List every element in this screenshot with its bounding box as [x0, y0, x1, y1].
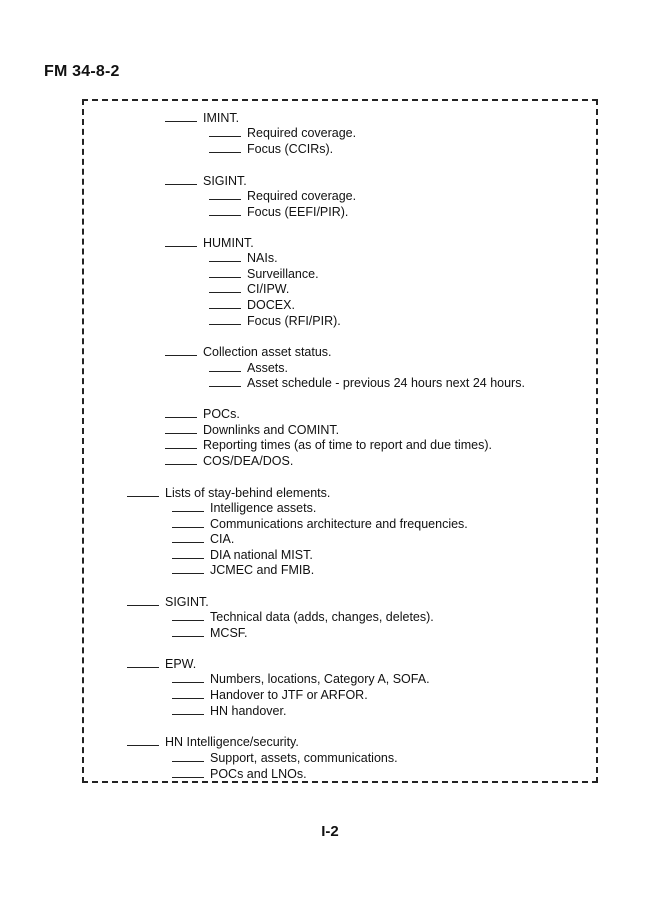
checklist-item — [127, 486, 330, 500]
checklist-item — [209, 251, 278, 265]
checklist-item-label: Numbers, locations, Category A, SOFA. — [210, 672, 430, 686]
checklist-item — [172, 563, 314, 577]
checklist-item-label: SIGINT. — [203, 174, 247, 188]
page-number: I-2 — [321, 823, 339, 840]
checkbox-blank — [172, 563, 204, 574]
checklist-item-label: MCSF. — [210, 626, 248, 640]
checklist-item-label: CI/IPW. — [247, 282, 290, 296]
checklist-item-label: DOCEX. — [247, 298, 295, 312]
page-header: FM 34-8-2 — [44, 63, 120, 80]
checklist-item — [165, 423, 339, 437]
checklist-item — [165, 236, 254, 250]
checklist-item — [172, 626, 248, 640]
checkbox-blank — [172, 517, 204, 528]
checkbox-blank — [172, 532, 204, 543]
checklist-item-label: SIGINT. — [165, 595, 209, 609]
checklist-item-label: IMINT. — [203, 111, 240, 125]
checklist-item-label: JCMEC and FMIB. — [210, 563, 315, 577]
checklist-item — [172, 688, 368, 702]
checkbox-blank — [172, 751, 204, 762]
checklist-item-label: HN handover. — [210, 704, 287, 718]
checklist-item — [172, 517, 468, 531]
checkbox-blank — [127, 595, 159, 606]
checkbox-blank — [172, 672, 204, 683]
checkbox-blank — [209, 126, 241, 137]
checkbox-blank — [172, 610, 204, 621]
checkbox-blank — [165, 236, 197, 247]
checklist-item-label: HN Intelligence/security. — [165, 735, 299, 749]
checkbox-blank — [172, 688, 204, 699]
checkbox-blank — [127, 657, 159, 668]
checklist-item — [172, 532, 234, 546]
checkbox-blank — [209, 267, 241, 278]
checklist-item-label: EPW. — [165, 657, 197, 671]
checkbox-blank — [165, 423, 197, 434]
checklist-item — [209, 205, 348, 219]
checklist-item-label: Focus (RFI/PIR). — [247, 314, 341, 328]
checklist-item — [209, 361, 288, 375]
checkbox-blank — [165, 174, 197, 185]
checklist-item — [172, 548, 313, 562]
checklist-item-label: Downlinks and COMINT. — [203, 423, 340, 437]
checklist-item-label: POCs. — [203, 407, 240, 421]
checkbox-blank — [165, 111, 197, 122]
checkbox-blank — [209, 314, 241, 325]
checklist-item-label: Communications architecture and frequencies. — [210, 517, 468, 531]
checklist-item-label: Technical data (adds, changes, deletes). — [210, 610, 434, 624]
checklist-item-label: Lists of stay-behind elements. — [165, 486, 331, 500]
checkbox-blank — [209, 282, 241, 293]
checkbox-blank — [209, 189, 241, 200]
checklist-item-label: Reporting times (as of time to report and due times). — [203, 438, 493, 452]
checklist-item — [165, 174, 247, 188]
checklist-item — [165, 438, 492, 452]
checklist-item — [209, 126, 356, 140]
checkbox-blank — [165, 345, 197, 356]
checklist-item — [209, 189, 356, 203]
checklist-item — [172, 501, 316, 515]
checklist-item-label: Asset schedule - previous 24 hours next 24 hours. — [247, 376, 525, 390]
checklist-item — [172, 751, 398, 765]
checklist-item-label: Surveillance. — [247, 267, 319, 281]
checkbox-blank — [172, 548, 204, 559]
checklist-item-label: DIA national MIST. — [210, 548, 313, 562]
checklist-item-label: Required coverage. — [247, 189, 357, 203]
checklist-item-label: Intelligence assets. — [210, 501, 317, 515]
checkbox-blank — [209, 361, 241, 372]
checklist-item — [209, 142, 333, 156]
checklist-item-label: Focus (EEFI/PIR). — [247, 205, 349, 219]
checklist-item — [165, 407, 240, 421]
checklist-item-label: Required coverage. — [247, 126, 357, 140]
checklist-item-label: POCs and LNOs. — [210, 767, 307, 781]
checklist-item — [209, 267, 319, 281]
checkbox-blank — [209, 251, 241, 262]
checklist-item-label: Focus (CCIRs). — [247, 142, 334, 156]
checkbox-blank — [172, 767, 204, 778]
checkbox-blank — [209, 205, 241, 216]
checklist-item-label: Assets. — [247, 361, 288, 375]
checkbox-blank — [127, 735, 159, 746]
checklist-item — [165, 345, 332, 359]
checklist-item — [127, 735, 299, 749]
checkbox-blank — [172, 704, 204, 715]
checklist-item — [172, 672, 430, 686]
checklist-item — [172, 767, 307, 781]
checklist-item — [165, 454, 293, 468]
checklist-item — [209, 298, 295, 312]
checklist-item — [127, 595, 209, 609]
checklist-item — [165, 111, 239, 125]
checklist-item-label: Support, assets, communications. — [210, 751, 398, 765]
checklist-item-label: Handover to JTF or ARFOR. — [210, 688, 368, 702]
checkbox-blank — [209, 142, 241, 153]
checklist-item — [127, 657, 196, 671]
checkbox-blank — [127, 486, 159, 497]
checkbox-blank — [209, 298, 241, 309]
checklist-item — [209, 376, 525, 390]
checklist-item-label: COS/DEA/DOS. — [203, 454, 294, 468]
checkbox-blank — [172, 501, 204, 512]
checklist-item-label: HUMINT. — [203, 236, 254, 250]
checklist-item — [172, 704, 286, 718]
checkbox-blank — [165, 454, 197, 465]
checklist-item — [209, 282, 289, 296]
checklist-item-label: Collection asset status. — [203, 345, 332, 359]
checklist-item — [172, 610, 434, 624]
checklist-item-label: CIA. — [210, 532, 235, 546]
checklist-item — [209, 314, 341, 328]
checklist-item-label: NAIs. — [247, 251, 278, 265]
checkbox-blank — [172, 626, 204, 637]
checkbox-blank — [165, 438, 197, 449]
checkbox-blank — [209, 376, 241, 387]
checkbox-blank — [165, 407, 197, 418]
